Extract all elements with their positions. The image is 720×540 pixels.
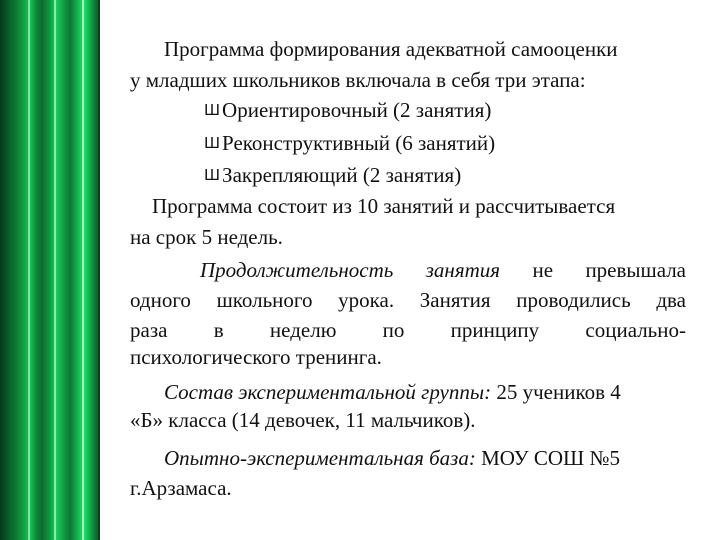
paragraph-2-line-1: Программа состоит из 10 занятий и рассчитывается xyxy=(152,194,616,218)
group-label: Состав экспериментальной группы: xyxy=(164,380,492,404)
sidebar-stripe xyxy=(82,0,84,540)
paragraph-1-line-2: у младших школьников включала в себя три этапа: xyxy=(130,68,586,92)
paragraph-5-line-2: г.Арзамаса. xyxy=(130,476,232,500)
bullet-icon: Ш xyxy=(204,101,221,119)
base-label: Опытно-экспериментальная база: xyxy=(164,446,476,470)
stage-label: Ориентировочный (2 занятия) xyxy=(222,98,492,122)
paragraph-3-line-1 xyxy=(200,257,686,283)
decorative-green-sidebar xyxy=(0,0,100,540)
paragraph-3-line-2: одного школьного урока. Занятия проводились два xyxy=(130,288,686,312)
bullet-icon: Ш xyxy=(204,134,221,152)
stage-item xyxy=(204,162,461,190)
duration-label: Продолжительность занятия xyxy=(200,258,501,282)
paragraph-3-line-4: психологического тренинга. xyxy=(130,345,382,369)
slide-text-content xyxy=(100,0,720,540)
paragraph-4-line-1 xyxy=(164,379,621,405)
group-text: 25 учеников 4 xyxy=(491,380,621,404)
stage-label: Закрепляющий (2 занятия) xyxy=(222,163,462,187)
sidebar-stripe xyxy=(28,0,30,540)
paragraph-3-line-3: раза в неделю по принципу социально- xyxy=(130,318,686,342)
duration-text: не превышала xyxy=(500,258,686,282)
base-text: МОУ СОШ №5 xyxy=(475,446,621,470)
paragraph-1-line-1: Программа формирования адекватной самооценки xyxy=(164,37,618,61)
stage-label: Реконструктивный (6 занятий) xyxy=(222,131,496,155)
bullet-icon: Ш xyxy=(204,166,221,184)
paragraph-5-line-1 xyxy=(164,445,620,471)
sidebar-stripe xyxy=(54,0,56,540)
stage-item xyxy=(204,130,495,158)
stage-item xyxy=(204,97,491,125)
paragraph-2-line-2: на срок 5 недель. xyxy=(130,225,283,249)
paragraph-4-line-2: «Б» класса (14 девочек, 11 мальчиков). xyxy=(130,408,476,432)
